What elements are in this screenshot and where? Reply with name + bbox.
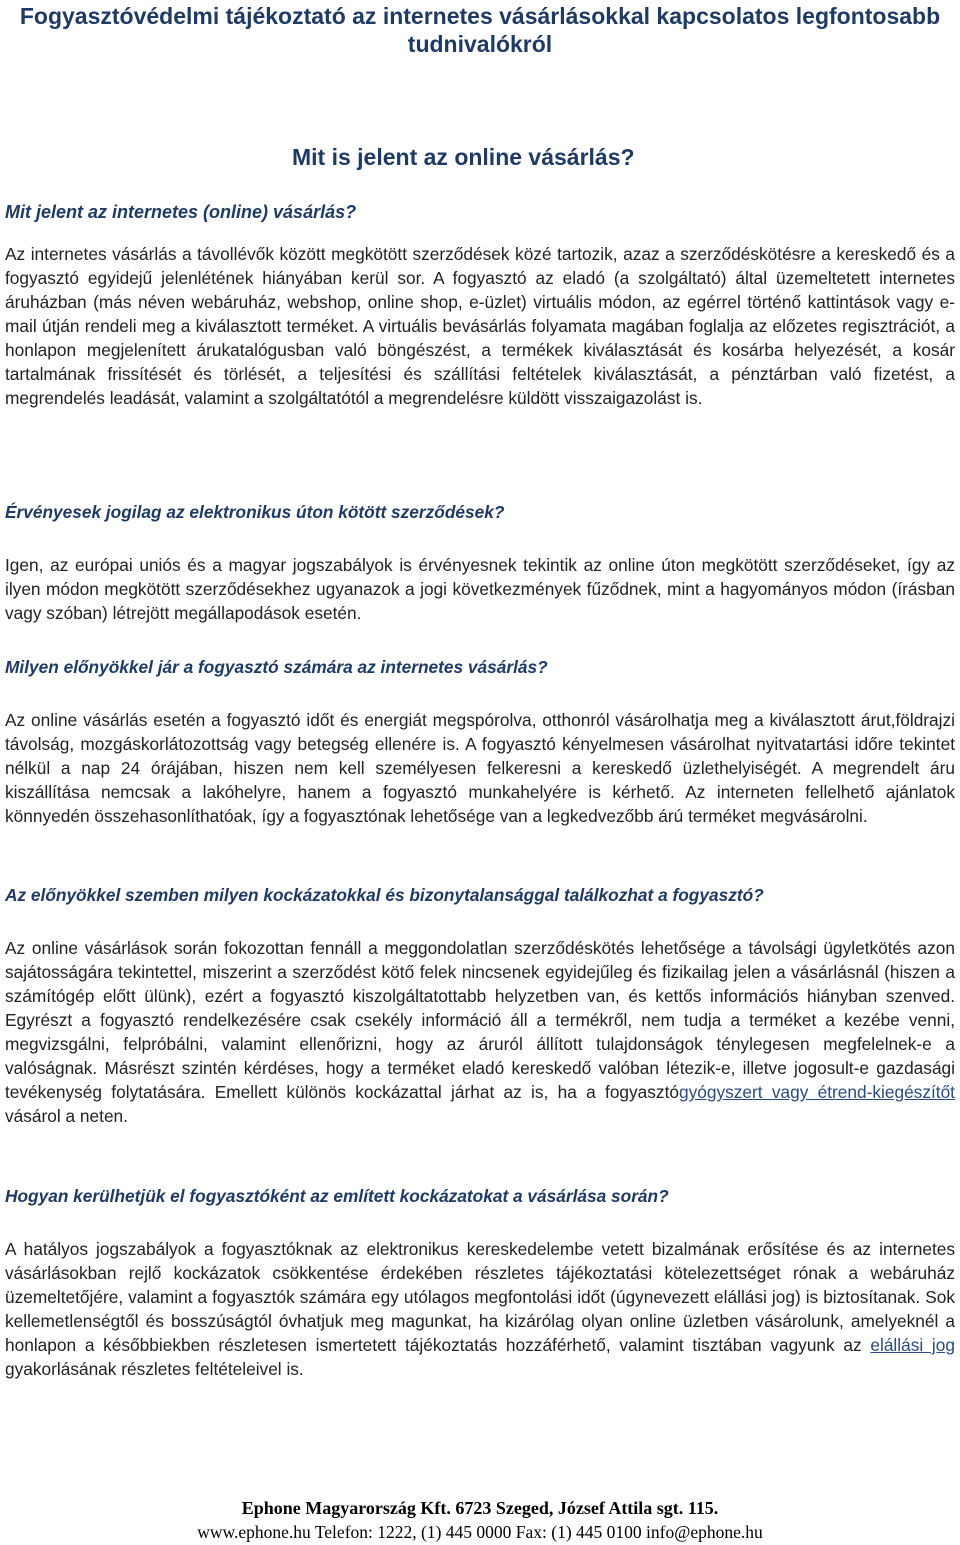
paragraph-online-shopping-definition: Az internetes vásárlás a távollévők között megkötött szerződések közé tartozik, azaz a szerződéskötésre a kereskedő és a fogyasztó egyidejű jelenlétének hiányában kerül sor. A fogyasztó az eladó (a szolgáltató) által üzemeltetett internetes áruházban (más néven webáruház, webshop, online shop, e-üzlet) virtuális módon, az egérrel történő kattintások vagy e-mail útján rendeli meg a kiválasztott terméket. A virtuális bevásárlás folyamata magában foglalja az előzetes regisztrációt, a honlapon megjelenített árukatalógusban való böngészést, a termékek kiválasztását és kosárba helyezését, a kosár tartalmának frissítését és törlését, a teljesítési és szállítási feltételek kiválasztását, a pénztárban való fizetést, a megrendelés leadását, valamint a szolgáltatótól a megrendelésre küldött visszaigazolást is. — [5, 244, 955, 408]
link-withdrawal-right[interactable]: elállási jog — [870, 1335, 955, 1355]
question-risks: Az előnyökkel szemben milyen kockázatokkal és bizonytalansággal találkozhat a fogyasztó? — [5, 885, 764, 905]
paragraph-validity-answer: Igen, az európai uniós és a magyar jogszabályok is érvényesnek tekintik az online úton megkötött szerződéseket, így az ilyen módon megkötött szerződésekhez ugyanazok a jogi következmények fűződnek, mint a hagyományos módon (írásban vagy szóban) létrejött megállapodások esetén. — [5, 555, 955, 623]
footer-contact-line: www.ephone.hu Telefon: 1222, (1) 445 0000 Fax: (1) 445 0100 info@ephone.hu — [197, 1522, 763, 1542]
paragraph-avoid-text-start: A hatályos jogszabályok a fogyasztóknak az elektronikus kereskedelembe vetett bizalmának erősítése és az internetes vásárlásokban rejlő kockázatok csökkentése érdekében részletes tájékoztatási kötelezettséget rónak a webáruház üzemeltetőjére, valamint a fogyasztók számára egy utólagos megfontolási időt (úgynevezett elállási jog) is biztosítanak. Sok kellemetlenségtől és bosszúságtól óvhatjuk meg magunkat, ha kizárólag olyan online üzletben vásárolunk, amelyeknél a honlapon a későbbiekben részletesen ismertetett tájékoztatás hozzáférhető, valamint tisztában vagyunk az — [5, 1239, 955, 1355]
document-title: Fogyasztóvédelmi tájékoztató az internetes vásárlásokkal kapcsolatos legfontosabb tudnivalókról — [19, 3, 941, 57]
section-heading: Mit is jelent az online vásárlás? — [292, 144, 635, 170]
footer-company-address: Ephone Magyarország Kft. 6723 Szeged, József Attila sgt. 115. — [241, 1498, 719, 1518]
paragraph-avoid-text-end: gyakorlásának részletes feltételeivel is. — [5, 1359, 304, 1379]
paragraph-avoid-risks-answer — [5, 1237, 955, 1381]
link-medicine-supplements[interactable]: gyógyszert vagy étrend-kiegészítőt — [678, 1082, 955, 1102]
question-avoid-risks: Hogyan kerülhetjük el fogyasztóként az említett kockázatokat a vásárlása során? — [5, 1186, 669, 1206]
question-advantages: Milyen előnyökkel jár a fogyasztó számára az internetes vásárlás? — [5, 657, 548, 677]
sub-heading: Mit jelent az internetes (online) vásárlás? — [5, 202, 357, 222]
paragraph-risks-answer — [5, 936, 955, 1128]
paragraph-advantages-answer: Az online vásárlás esetén a fogyasztó időt és energiát megspórolva, otthonról vásárolhatja meg a kiválasztott árut,földrajzi távolság, mozgáskorlátozottság vagy betegség ellenére is. A fogyasztó kényelmesen vásárolhat nyitvatartási időre tekintet nélkül a nap 24 órájában, hiszen nem kell személyesen felkeresni a kereskedő üzlethelyiségét. A megrendelt áru kiszállítása nemcsak a lakóhelyre, hanem a fogyasztó munkahelyére is kérhető. Az interneten fellelhető ajánlatok könnyedén összehasonlíthatóak, így a fogyasztónak lehetősége van a legkedvezőbb árú terméket megvásárolni. — [5, 710, 955, 826]
paragraph-risks-text-start: Az online vásárlások során fokozottan fennáll a meggondolatlan szerződéskötés lehetősége a távolsági ügyletkötés azon sajátosságára tekintettel, miszerint a szerződést kötő felek nincsenek egyidejűleg és fizikailag jelen a vásárlásnál (hiszen a számítógép előtt ülünk), ezért a fogyasztó kiszolgáltatottabb helyzetben van, és kettős információs hiányban szenved. Egyrészt a fogyasztó rendelkezésére csak csekély információ áll a termékről, nem tudja a terméket a kezébe venni, megvizsgálni, felpróbálni, valamint ellenőrizni, hogy az áruról állított tulajdonságok ténylegesen megfelelnek-e a valóságnak. Másrészt szintén kérdéses, hogy a terméket eladó kereskedő valóban létezik-e, illetve jogosult-e gazdasági tevékenység folytatására. Emellett különös kockázattal járhat az is, ha a fogyasztó — [5, 938, 955, 1102]
paragraph-risks-text-end: vásárol a neten. — [5, 1106, 128, 1126]
question-validity: Érvényesek jogilag az elektronikus úton kötött szerződések? — [5, 502, 505, 522]
